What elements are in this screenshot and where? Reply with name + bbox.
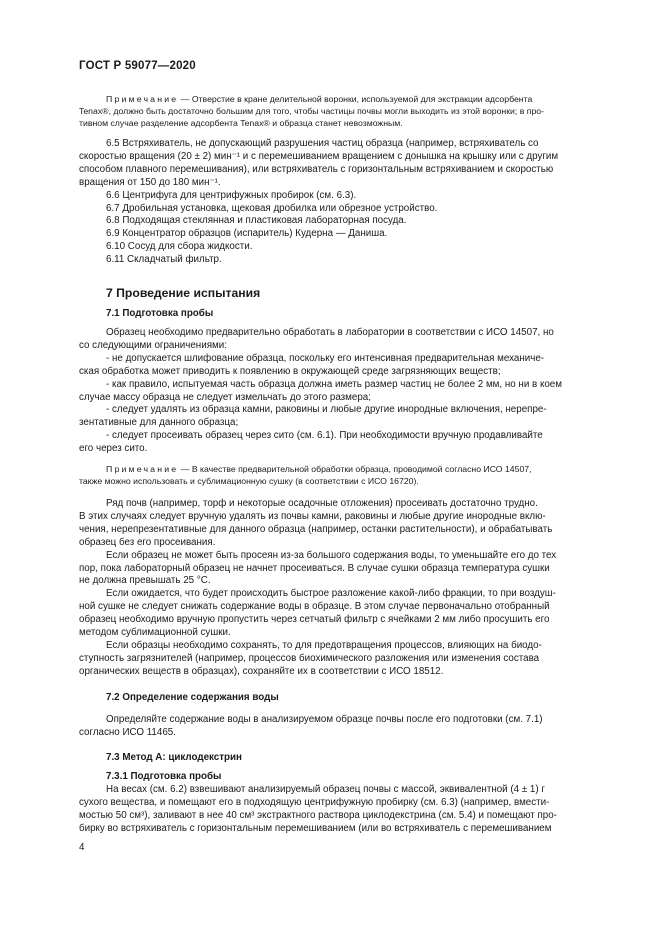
note-block [79, 94, 598, 129]
note-line: Примечание — Отверстие в кране делительной воронки, используемой для экстракции адсорбента [106, 94, 533, 104]
list-item: 6.8 Подходящая стеклянная и пластиковая лабораторная посуда. [106, 215, 407, 227]
paragraph-7-1: Образец необходимо предварительно обработать в лаборатории в соответствии с ИСО 14507, но со следующими ограничениями: - не допускается шлифование образца, поскольку его интенсивная предварительная механиче- ская обработка может приводить к появлению в окружающей среде загрязняющих веществ; - как правило, испытуемая часть образца должна иметь размер частиц не более 2 мм, но ни в коем случае массу образца не следует измельчать до этого размера; - следует удалять из образца камни, раковины и любые другие инородные включения, нерепре- зентативные для данного образца; - следует просеивать образец через сито (см. 6.1). При необходимости вручную продавливайте его через сито. [79, 327, 562, 455]
note-block: Примечание — В качестве предварительной обработки образца, проводимой согласно ИСО 14507, также можно использовать и сублимационную сушку (в соответствии с ИСО 16720). [79, 464, 532, 486]
list-item-cont: способом плавного перемешивания), или встряхиватель с горизонтальным встряхиванием и скоростью [79, 163, 554, 175]
list-item: 6.5 Встряхиватель, не допускающий разрушения частиц образца (например, встряхиватель со [106, 138, 539, 149]
section-heading: 7 Проведение испытания [106, 286, 261, 300]
list-item: 6.7 Дробильная установка, щековая дробилка или обрезное устройство. [106, 202, 438, 214]
subsection-heading: 7.3.1 Подготовка пробы [106, 771, 222, 782]
subsection-heading: 7.1 Подготовка пробы [106, 308, 214, 319]
list-item: 6.11 Складчатый фильтр. [106, 254, 222, 266]
list-item-cont: скоростью вращения (20 ± 2) мин⁻¹ и с перемешиванием вращением с донышка на крышку или с другим [79, 150, 559, 162]
list-item: 6.9 Концентратор образцов (испаритель) Кудерна — Даниша. [106, 228, 388, 240]
paragraph-7-2: Определяйте содержание воды в анализируемом образце почвы после его подготовки (см. 7.1) согласно ИСО 11465. [79, 714, 543, 738]
note-line: Tenax®, должно быть достаточно большим для того, чтобы частицы почвы могли выходить из этой воронки; в про- [79, 105, 545, 116]
subsection-heading: 7.3 Метод А: циклодекстрин [106, 752, 242, 763]
paragraph-7-3-1: На весах (см. 6.2) взвешивают анализируемый образец почвы с массой, эквивалентной (4 ± 1) г сухого вещества, и помещают его в подходящую центрифужную пробирку (см. 6.3) (например, вмести- мостью 50 см³), заливают в нее 40 см³ экстрактного раствора циклодекстрина (см. 5.4) и помещают про- бирку во встряхиватель с горизонтальным перемешиванием (или во встряхиватель с перемешиванием [79, 784, 557, 834]
list-item-cont: вращения от 150 до 180 мин⁻¹. [79, 176, 221, 188]
note-label: Примечание [106, 94, 179, 104]
note-label: Примечание [106, 464, 179, 474]
note-line: тивном случае разделение адсорбента Tenax® и образца станет невозможным. [79, 117, 403, 128]
paragraph-7-1-cont: Ряд почв (например, торф и некоторые осадочные отложения) просеивать достаточно трудно. В этих случаях следует вручную удалять из почвы камни, раковины и любые другие инородные вклю- чения, нерепрезентативные для данного образца (например, останки растительности), и обрабатывать образец без его просеивания. Если образец не может быть просеян из-за большого содержания воды, то уменьшайте его до тех пор, пока лабораторный образец не начнет просеиваться. В случае сушки образца температура сушки не должна превышать 25 °С. Если ожидается, что будет происходить быстрое разложение какой-либо фракции, то при воздуш- ной сушке не следует снижать содержание воды в образце. В этом случае первоначально отобранный образец необходимо вручную пропустить через сетчатый фильтр с ячейками 2 мм либо просушить его методом сублимационной сушки. Если образцы необходимо сохранять, то для предотвращения процессов, влияющих на биодо- ступность загрязнителей (например, процессов биохимического разложения или изменения состава органических веществ в образцах), сохраняйте их в соответствии с ИСО 18512. [79, 498, 557, 677]
page-header: ГОСТ Р 59077—2020 [79, 60, 196, 72]
subsection-heading: 7.2 Определение содержания воды [106, 692, 279, 703]
equipment-list [79, 138, 598, 267]
list-item: 6.6 Центрифуга для центрифужных пробирок (см. 6.3). [106, 189, 357, 201]
page-number: 4 [79, 842, 85, 853]
list-item: 6.10 Сосуд для сбора жидкости. [106, 241, 253, 253]
